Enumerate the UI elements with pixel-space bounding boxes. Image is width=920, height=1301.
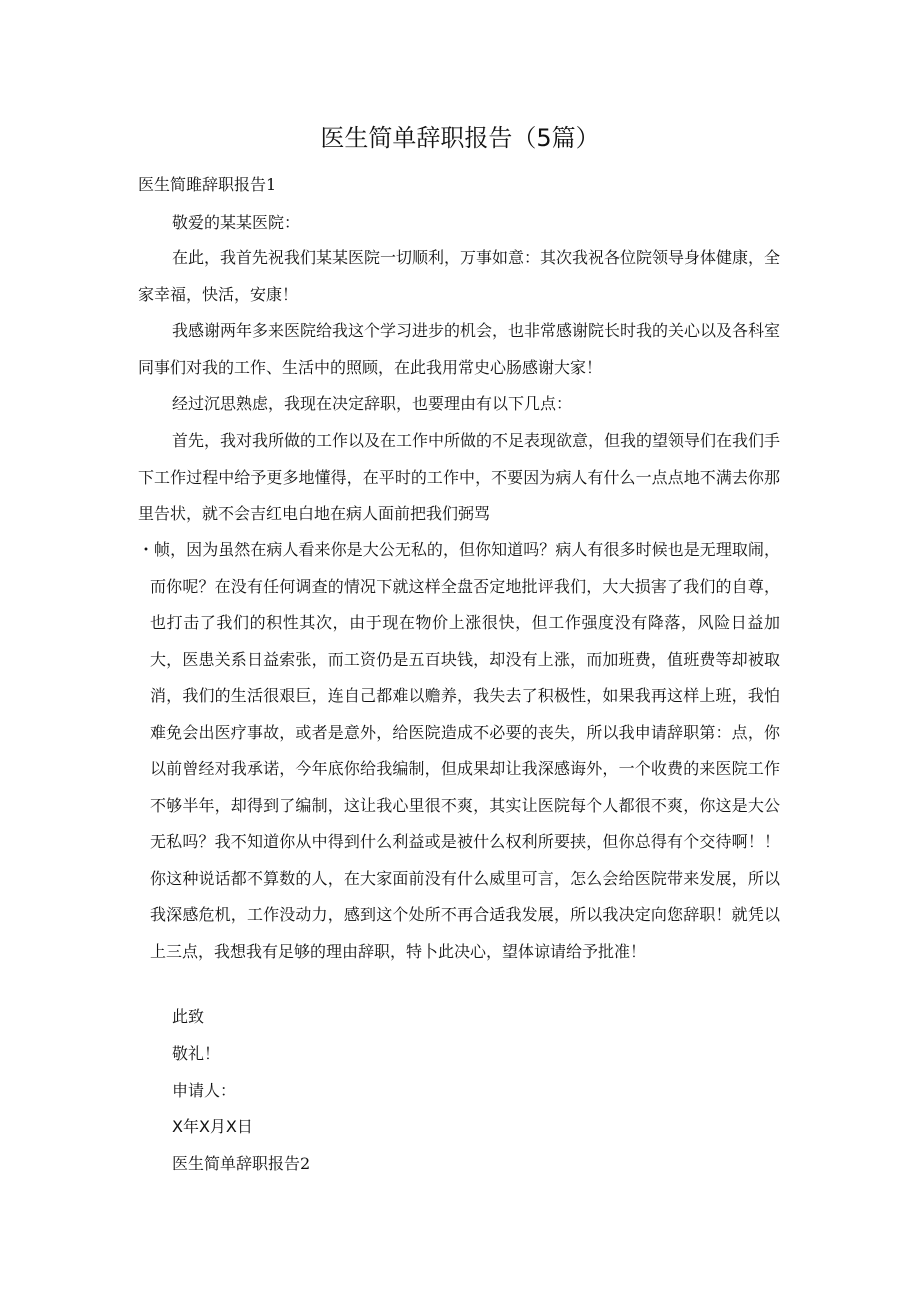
closing-line-2: 敬礼！ (172, 1044, 221, 1063)
paragraph-2: 我感谢两年多来医院给我这个学习进步的机会，也非常感谢院长时我的关心以及各科室同事们对我的工作、生活中的照顾，在此我用常史心肠感谢大家！ (138, 321, 781, 377)
salutation: 敬爱的某某医院： (172, 213, 301, 232)
paragraph-3: 经过沉思熟虑，我现在决定辞职，也要理由有以下几点： (172, 394, 573, 413)
section-subtitle-1: 医生简雎辞职报告1 (138, 175, 277, 194)
applicant-label: 申请人： (172, 1081, 237, 1100)
paragraph-5: ・帧，因为虽然在病人看来你是大公无私的，但你知道吗？病人有很多时候也是无理取闹，而你呢？在没有任何调查的情况下就这样全盘否定地批评我们，大大损害了我们的自尊，也打击了我们的积性其次，由于现在物价上涨很快，但工作强度没有降落，风险日益加大，医患关系日益索张，而工资仍是五百块钱，却没有上涨，而加班费，值班费等却被取消，我们的生活很艰巨，连自己都难以赡养，我失去了积极性，如果我再这样上班，我怕难免会出医疗事故，或者是意外，给医院造成不必要的丧失，所以我申请辞职第：点，你以前曾经对我承诺，今年底你给我编制，但成果却让我深感诲外，一个收费的来医院工作不够半年，却得到了编制，这让我心里很不爽，其实让医院每个人都很不爽，你这是大公无私吗？我不知道你从中得到什么利益或是被什么权利所要挟，但你总得有个交待啊！！你这种说话都不算数的人，在大家面前没有什么威里可言，怎么会给医院带来发展，所以我深感危机，工作没动力，感到这个处所不再合适我发展，所以我决定向您辞职！就凭以上三点，我想我有足够的理由辞职，特卜此决心，望体谅请给予批准！ (138, 540, 780, 961)
paragraph-1: 在此，我首先祝我们某某医院一切顺利，万事如意：其次我祝各位院领导身体健康，全家幸福，快活，安康！ (138, 248, 781, 304)
section-subtitle-2: 医生简单辞职报告2 (172, 1154, 311, 1173)
paragraph-4: 首先，我对我所做的工作以及在工作中所做的不足表现欲意，但我的望领导们在我们手下工作过程中给予更多地懂得，在平时的工作中，不要因为病人有什么一点点地不满去你那里告状，就不会吉红电白地在病人面前把我们弼骂 (138, 431, 781, 523)
document-title: 医生简单辞职报告（5篇） (320, 124, 600, 152)
date-line: X年X月X日 (172, 1117, 253, 1136)
closing-line-1: 此致 (172, 1007, 205, 1026)
